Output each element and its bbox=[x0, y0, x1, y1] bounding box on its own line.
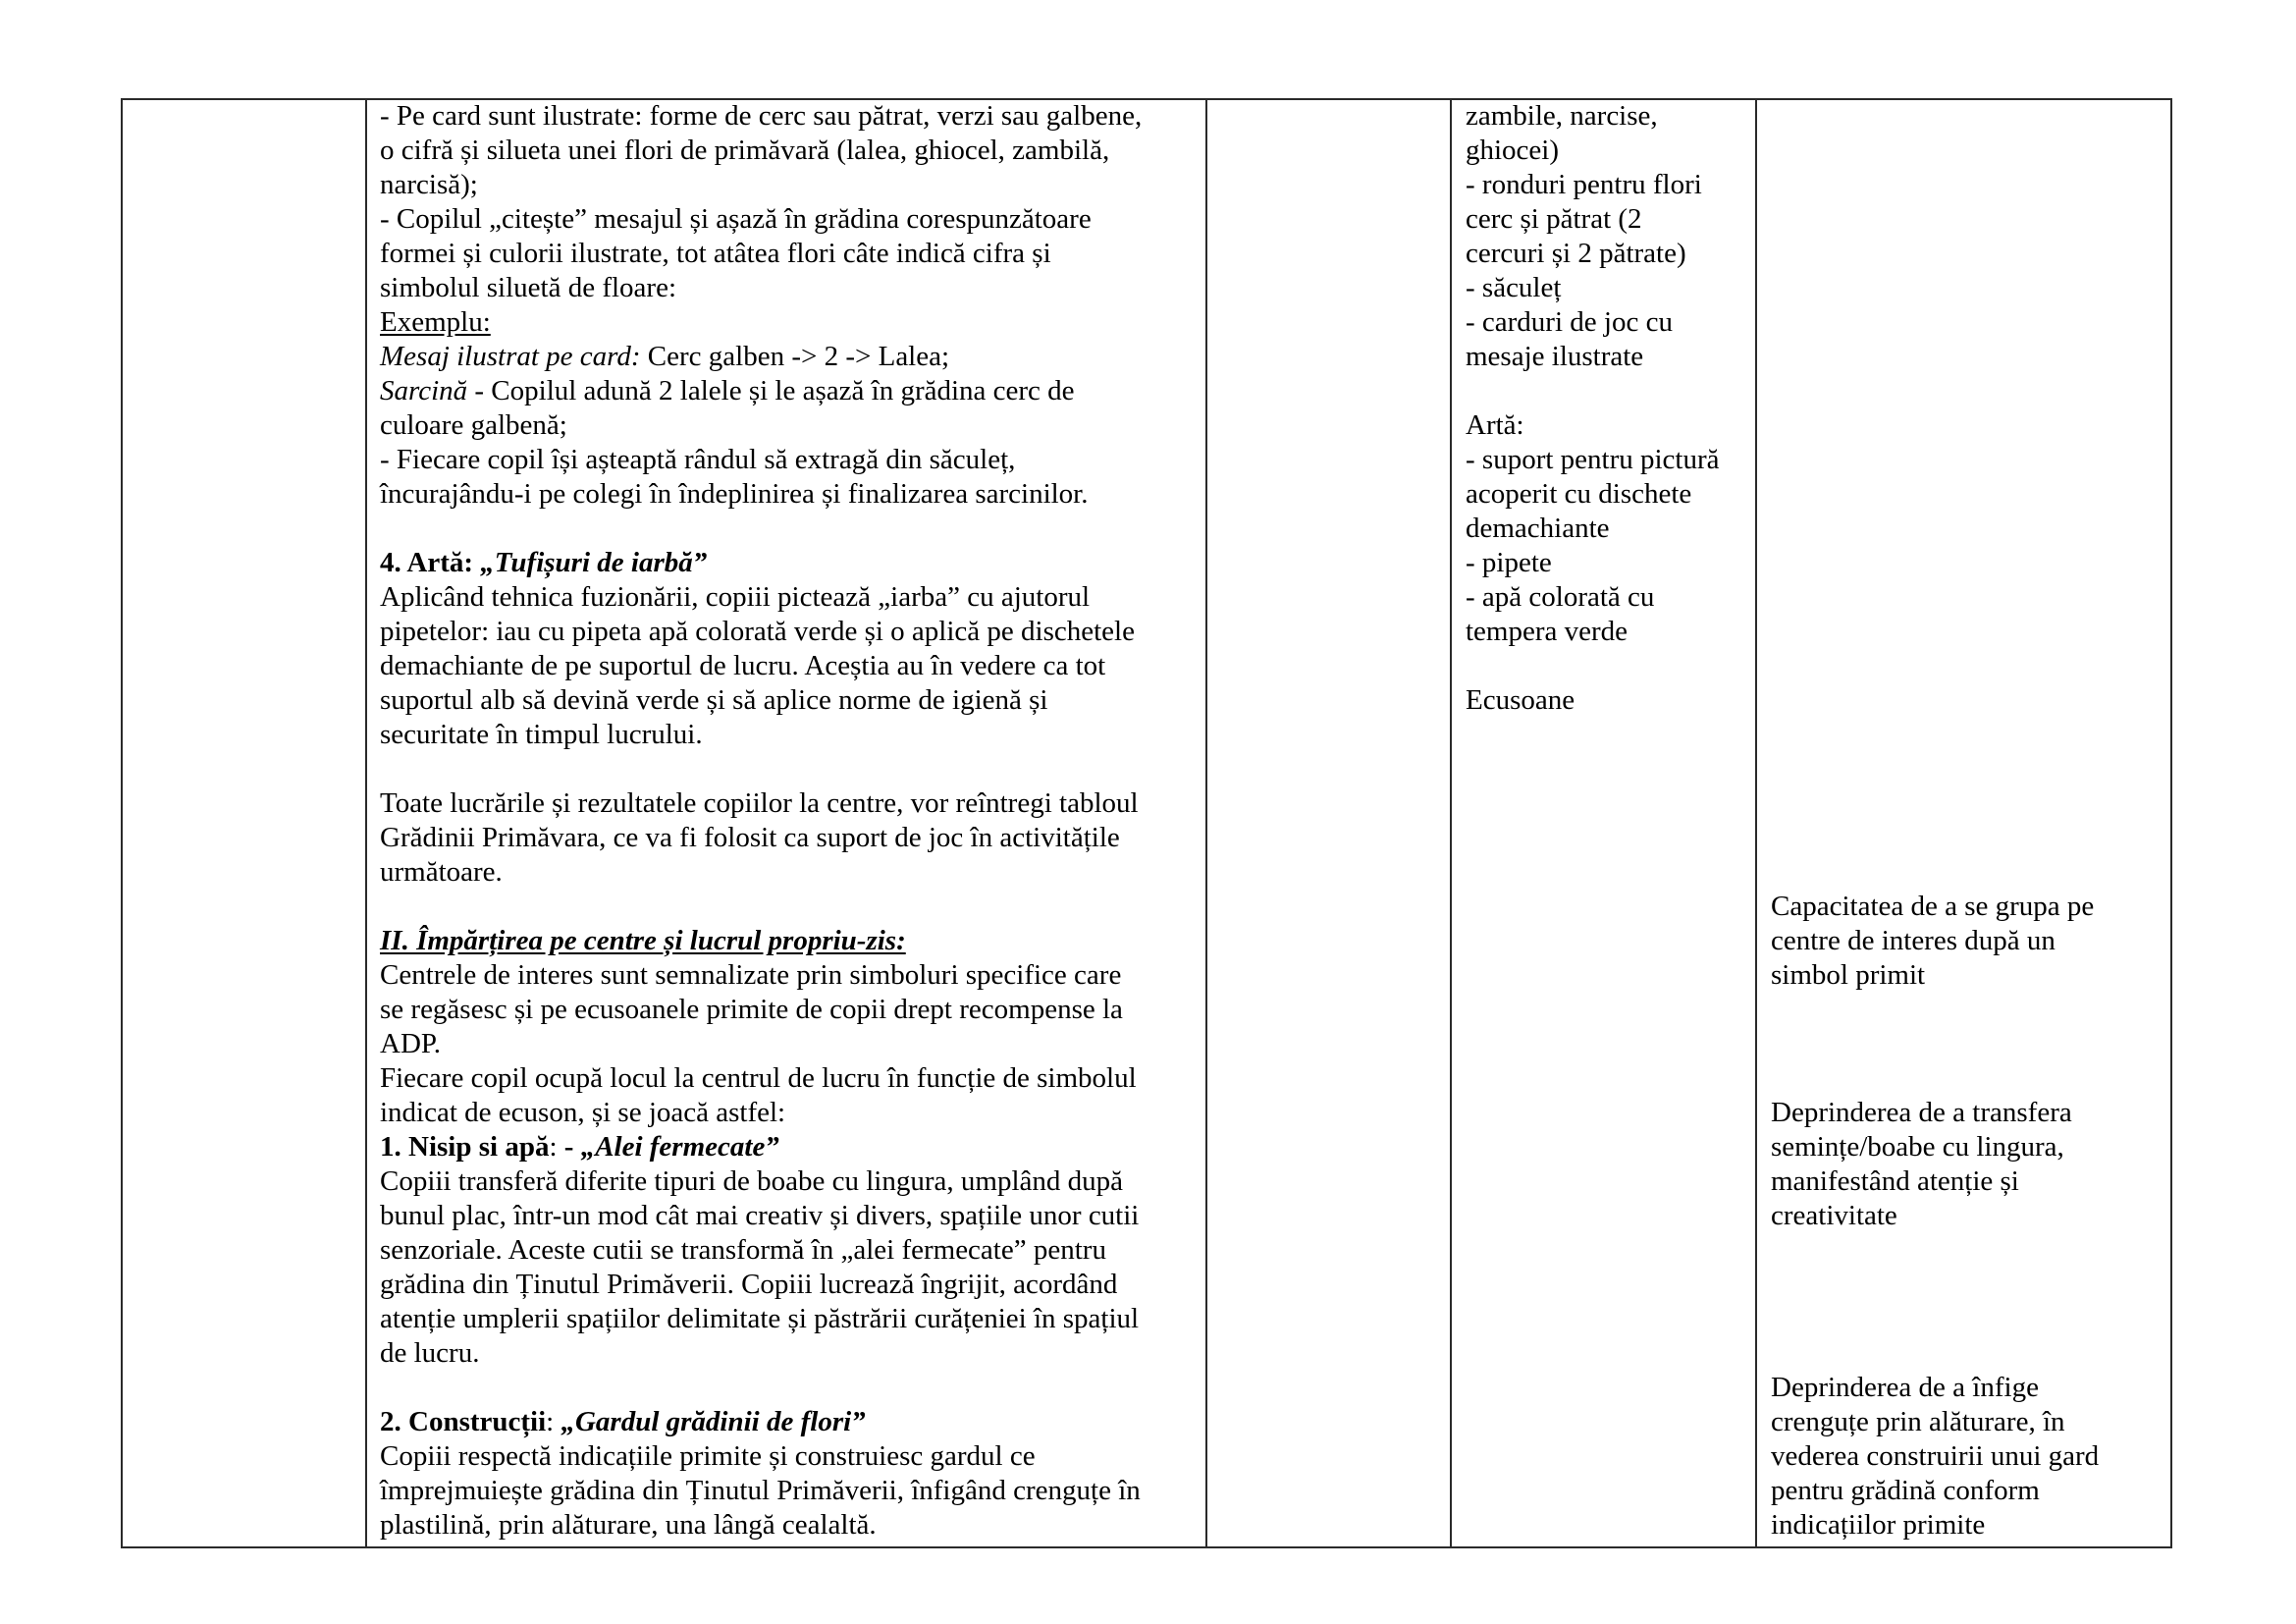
objective-line: manifestând atenție și bbox=[1771, 1165, 2019, 1197]
activity-description-cell bbox=[380, 99, 1200, 1543]
example-task-line bbox=[380, 374, 1200, 408]
text-line: culoare galbenă; bbox=[380, 409, 567, 441]
material-line: - ronduri pentru flori bbox=[1466, 169, 1702, 200]
objective-line: simbol primit bbox=[1771, 959, 1926, 991]
text-line: - Pe card sunt ilustrate: forme de cerc sau pătrat, verzi sau galbene, bbox=[380, 100, 1143, 132]
materials-cell bbox=[1466, 99, 1750, 718]
text-line: bunul plac, într-un mod cât mai creativ și divers, spațiile unor cutii bbox=[380, 1200, 1140, 1231]
construction-center-heading: 2. Construcții: „Gardul grădinii de flori” bbox=[380, 1406, 866, 1437]
column-1-cell bbox=[123, 99, 365, 1547]
message-value: Cerc galben -> 2 -> Lalea; bbox=[640, 341, 950, 372]
task-value: - Copilul adună 2 lalele și le așază în grădina cerc de bbox=[467, 375, 1075, 406]
example-message-line bbox=[380, 340, 1200, 374]
text-line: - Copilul „citește” mesajul și așază în grădina corespunzătoare bbox=[380, 203, 1092, 235]
text-line: atenție umplerii spațiilor delimitate și păstrării curățeniei în spațiul bbox=[380, 1303, 1140, 1334]
blank-line bbox=[1466, 649, 1750, 683]
text-line: Grădinii Primăvara, ce va fi folosit ca suport de joc în activitățile bbox=[380, 822, 1120, 853]
material-line: Ecusoane bbox=[1466, 684, 1575, 716]
column-divider-4 bbox=[1755, 98, 1757, 1548]
text-line: Centrele de interes sunt semnalizate prin simboluri specifice care bbox=[380, 959, 1122, 991]
example-label: Exemplu: bbox=[380, 306, 491, 338]
text-line: suportul alb să devină verde și să aplice norme de igienă și bbox=[380, 684, 1048, 716]
text-line: ADP. bbox=[380, 1028, 442, 1059]
task-label: Sarcină bbox=[380, 375, 468, 406]
blank-line bbox=[380, 752, 1200, 786]
text-line: următoare. bbox=[380, 856, 503, 888]
objective-line: crenguțe prin alăturare, în bbox=[1771, 1406, 2065, 1437]
material-line: cercuri și 2 pătrate) bbox=[1466, 238, 1686, 269]
objective-line: centre de interes după un bbox=[1771, 925, 2056, 956]
material-line: - suport pentru pictură bbox=[1466, 444, 1720, 475]
text-line: Aplicând tehnica fuzionării, copiii pictează „iarba” cu ajutorul bbox=[380, 581, 1091, 613]
text-line: Toate lucrările și rezultatele copiilor la centre, vor reîntregi tabloul bbox=[380, 787, 1139, 819]
text-line: se regăsesc și pe ecusoanele primite de copii drept recompense la bbox=[380, 994, 1123, 1025]
material-line: acoperit cu dischete bbox=[1466, 478, 1692, 510]
material-line: cerc și pătrat (2 bbox=[1466, 203, 1642, 235]
objective-line: pentru grădină conform bbox=[1771, 1475, 2040, 1506]
blank-line bbox=[380, 890, 1200, 924]
material-line: Artă: bbox=[1466, 409, 1524, 441]
material-line: demachiante bbox=[1466, 513, 1610, 544]
objective-line: vederea construirii unui gard bbox=[1771, 1440, 2100, 1472]
text-line: demachiante de pe suportul de lucru. Aceștia au în vedere ca tot bbox=[380, 650, 1106, 681]
column-divider-3 bbox=[1450, 98, 1452, 1548]
objective-line: Capacitatea de a se grupa pe bbox=[1771, 891, 2095, 922]
text-line: de lucru. bbox=[380, 1337, 480, 1369]
text-line: încurajându-i pe colegi în îndeplinirea și finalizarea sarcinilor. bbox=[380, 478, 1089, 510]
message-label: Mesaj ilustrat pe card: bbox=[380, 341, 641, 372]
material-line: - apă colorată cu bbox=[1466, 581, 1655, 613]
blank-line bbox=[1466, 374, 1750, 408]
objective-line: Deprinderea de a transfera bbox=[1771, 1097, 2072, 1128]
material-line: ghiocei) bbox=[1466, 135, 1560, 166]
objective-fence bbox=[1771, 1371, 2163, 1543]
material-line: - săculeț bbox=[1466, 272, 1562, 303]
objective-line: Deprinderea de a înfige bbox=[1771, 1372, 2039, 1403]
text-line: narcisă); bbox=[380, 169, 478, 200]
text-line: securitate în timpul lucrului. bbox=[380, 719, 703, 750]
text-line: pipetelor: iau cu pipeta apă colorată verde și o aplică pe dischetele bbox=[380, 616, 1135, 647]
column-3-cell bbox=[1207, 99, 1450, 1547]
text-line: formei și culorii ilustrate, tot atâtea flori câte indică cifra și bbox=[380, 238, 1051, 269]
text-line: împrejmuiește grădina din Ținutul Primăverii, înfigând crenguțe în bbox=[380, 1475, 1141, 1506]
sand-water-center-heading: 1. Nisip si apă: - „Alei fermecate” bbox=[380, 1131, 779, 1163]
material-line: - pipete bbox=[1466, 547, 1552, 578]
material-line: tempera verde bbox=[1466, 616, 1629, 647]
text-line: simbolul siluetă de floare: bbox=[380, 272, 677, 303]
text-line: - Fiecare copil își așteaptă rândul să extragă din săculeț, bbox=[380, 444, 1016, 475]
text-line: Fiecare copil ocupă locul la centrul de lucru în funcție de simbolul bbox=[380, 1062, 1137, 1094]
text-line: o cifră și silueta unei flori de primăvară (lalea, ghiocel, zambilă, bbox=[380, 135, 1110, 166]
material-line: - carduri de joc cu bbox=[1466, 306, 1673, 338]
text-line: indicat de ecuson, și se joacă astfel: bbox=[380, 1097, 786, 1128]
text-line: Copiii respectă indicațiile primite și construiesc gardul ce bbox=[380, 1440, 1036, 1472]
section-heading: II. Împărțirea pe centre și lucrul propriu-zis: bbox=[380, 925, 906, 956]
material-line: mesaje ilustrate bbox=[1466, 341, 1644, 372]
blank-line bbox=[380, 512, 1200, 546]
objective-line: indicațiilor primite bbox=[1771, 1509, 1986, 1541]
text-line: plastilină, prin alăturare, una lângă cealaltă. bbox=[380, 1509, 877, 1541]
material-line: zambile, narcise, bbox=[1466, 100, 1658, 132]
text-line: grădina din Ținutul Primăverii. Copiii lucrează îngrijit, acordând bbox=[380, 1269, 1118, 1300]
text-line: senzoriale. Aceste cutii se transformă în „alei fermecate” pentru bbox=[380, 1234, 1106, 1266]
column-divider-1 bbox=[365, 98, 367, 1548]
blank-line bbox=[380, 1371, 1200, 1405]
objective-line: creativitate bbox=[1771, 1200, 1897, 1231]
objective-line: semințe/boabe cu lingura, bbox=[1771, 1131, 2064, 1163]
objective-transfer bbox=[1771, 1096, 2163, 1233]
objective-grouping bbox=[1771, 890, 2163, 993]
art-center-heading: 4. Artă: „Tufișuri de iarbă” bbox=[380, 547, 708, 578]
text-line: Copiii transferă diferite tipuri de boabe cu lingura, umplând după bbox=[380, 1165, 1123, 1197]
